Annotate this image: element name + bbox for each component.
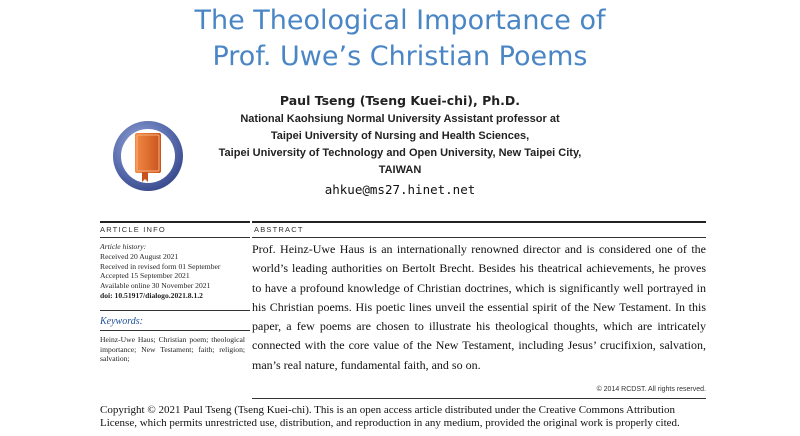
abstract-text: Prof. Heinz-Uwe Haus is an internationally renowned director and is considered one of the world’s leading authorities on Bertolt Brecht. Besides his theatrical achievements, he proves to have a profound knowledge of Christian doctrines, which is significantly well portrayed in his Christian poems. His poetic lines unveil the essential spirit of the New Testament. In this paper, a few poems are chosen to illustrate his theological thoughts, which are intricately connected with the core value of the New Testament, including Jesus’ crucifixion, salvation, man’s real nature, fundamental faith, and so on. [252,242,706,372]
abstract-bottom-rule [252,398,706,399]
journal-logo-icon [110,118,186,194]
license-notice: Copyright © 2021 Paul Tseng (Tseng Kuei-chi). This is an open access article distributed under the Creative Commons Attribution License, which permits unrestricted use, distribution, and reproduction in any medium, provided the original work is properly cited. [100,404,680,429]
divider [100,330,250,331]
affiliation-line: National Kaohsiung Normal University Assistant professor at [240,113,560,125]
article-info-rule [100,221,250,223]
affiliation-line: Taipei University of Technology and Open University, New Taipei City, [218,147,582,159]
abstract-rule [252,221,706,223]
author-email: ahkue@ms27.hinet.net [324,182,476,197]
affiliation-line: Taipei University of Nursing and Health Sciences, [270,130,530,142]
divider [252,237,706,238]
affiliation-line: TAIWAN [378,164,422,176]
history-revised: Received in revised form 01 September [100,261,221,271]
paper-title-line-1: The Theological Importance of [194,5,606,36]
history-received: Received 20 August 2021 [100,251,179,261]
abstract-copyright: © 2014 RCDST. All rights reserved. [596,386,706,393]
article-history [100,242,250,301]
divider [100,237,250,238]
keywords-heading: Keywords: [100,316,143,327]
article-info-heading: ARTICLE INFO [100,225,166,234]
article-history-label: Article history: [100,242,147,251]
author-name: Paul Tseng (Tseng Kuei-chi), Ph.D. [279,93,521,108]
divider [100,310,250,311]
doi: doi: 10.51917/dialogo.2021.8.1.2 [100,290,203,300]
abstract-heading: ABSTRACT [254,225,304,234]
history-online: Available online 30 November 2021 [100,281,211,291]
paper-title-line-2: Prof. Uwe’s Christian Poems [212,41,588,72]
history-accepted: Accepted 15 September 2021 [100,271,190,281]
keywords-list: Heinz-Uwe Haus; Christian poem; theological importance; New Testament; faith; religion; salvation; [100,335,245,363]
